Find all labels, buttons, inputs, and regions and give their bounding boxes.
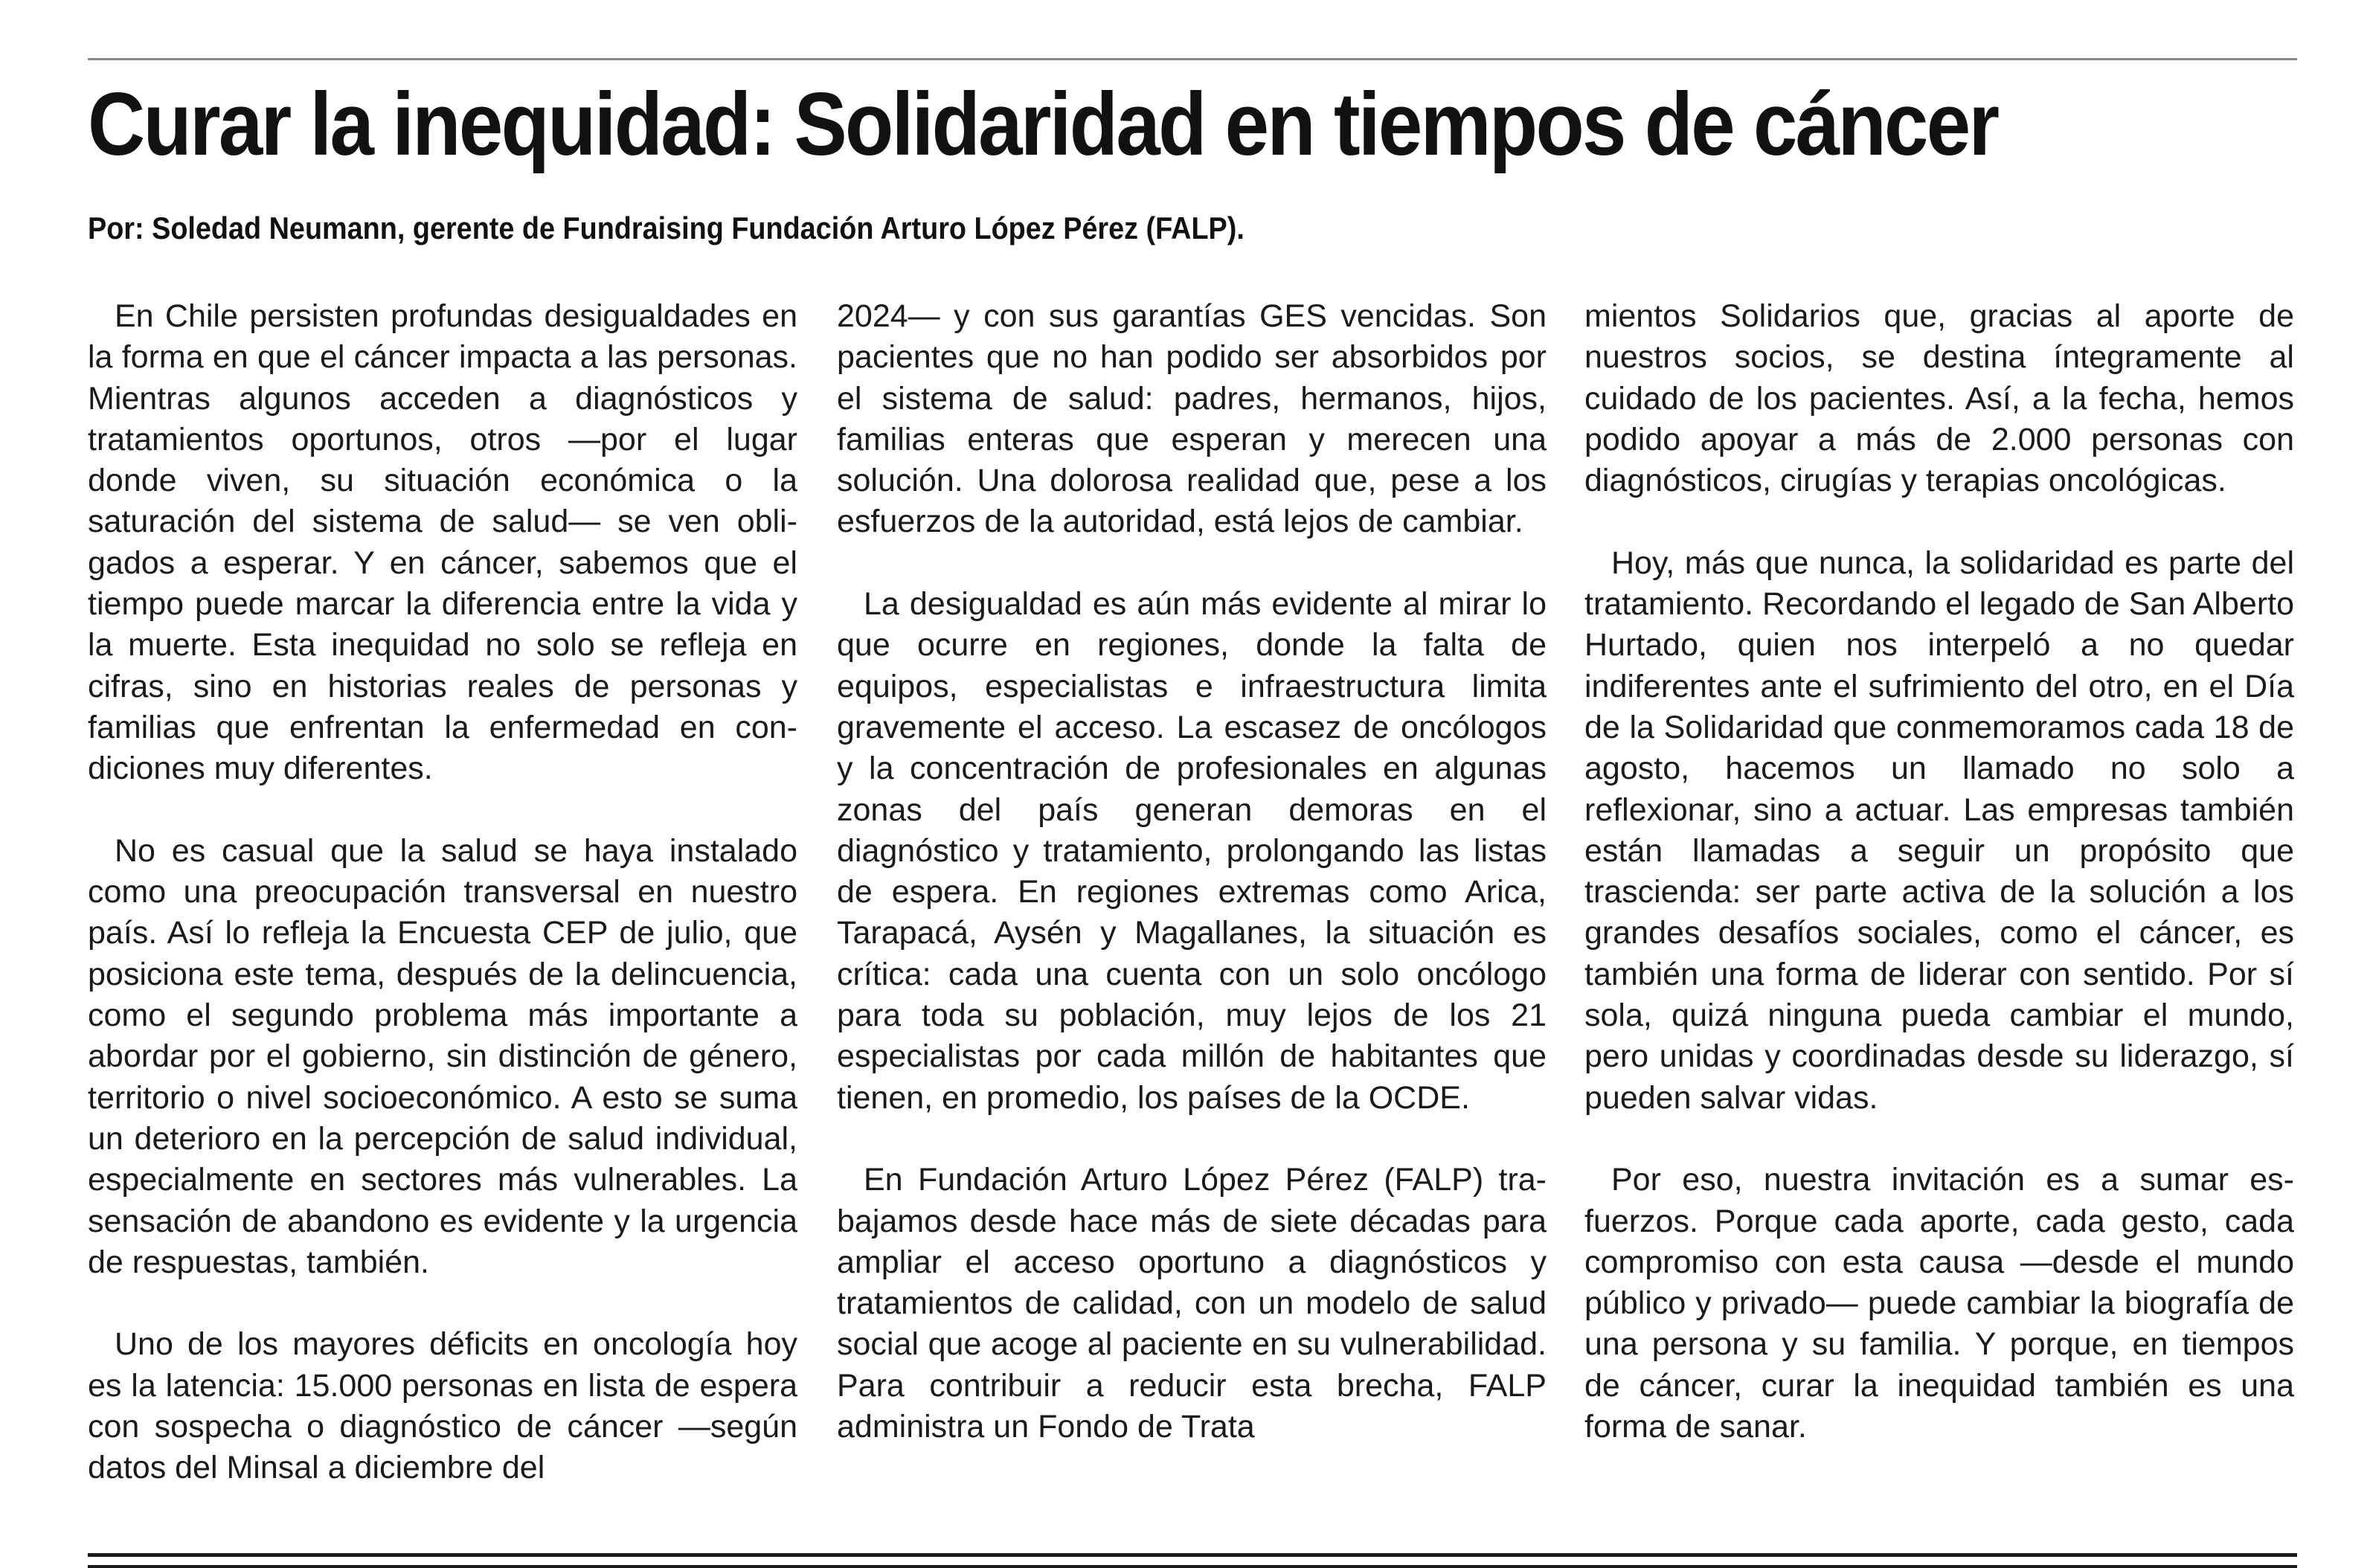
- top-divider: [88, 58, 2297, 60]
- paragraph-continuation: mientos Solidarios que, gracias al aporte de nuestros socios, se destina íntegramente al cuidado de los pacientes. Así, a la fecha, hemos podido apoyar a más de 2.000 personas con diagnósticos, cirugías y terapias oncológicas.: [1584, 298, 2294, 499]
- paragraph-continuation: 2024— y con sus garantías GES vencidas. Son pacientes que no han podido ser absorbidos por el sistema de salud: padres, hermanos, hijos, familias enteras que esperan y merecen una solución. Una dolorosa realidad que, pese a los esfuerzos de la autoridad, está lejos de cambiar.: [837, 298, 1547, 540]
- article-headline: Curar la inequidad: Solidaridad en tiempos de cáncer: [88, 74, 1998, 174]
- paragraph: Uno de los mayores déficits en oncología hoy es la latencia: 15.000 personas en lista de espera con sospecha o diagnóstico de cáncer —según datos del Minsal a diciembre del: [88, 1326, 797, 1486]
- newspaper-page: [88, 0, 2297, 1568]
- article-byline: Por: Soledad Neumann, gerente de Fundraising Fundación Arturo López Pérez (FALP).: [88, 211, 1245, 245]
- article-column-1: [88, 296, 797, 1489]
- bottom-divider: [88, 1553, 2297, 1557]
- article-column-3: [1584, 296, 2294, 1447]
- paragraph: En Fundación Arturo López Pérez (FALP) trabajamos desde hace más de siete décadas para ampliar el acceso oportuno a diagnósticos y tratamientos de calidad, con un modelo de salud social que acoge al paciente en su vulnerabilidad. Para contribuir a reducir esta brecha, FALP administra un Fondo de Trata: [837, 1162, 1547, 1445]
- article-column-2: [837, 296, 1547, 1447]
- paragraph: Por eso, nuestra invitación es a sumar esfuerzos. Porque cada aporte, cada gesto, cada compromiso con esta causa —desde el mundo público y privado— puede cambiar la biografía de una persona y su familia. Y porque, en tiempos de cáncer, curar la inequidad también es una forma de sanar.: [1584, 1162, 2294, 1445]
- paragraph: No es casual que la salud se haya instalado como una preocupación transversal en nuestro país. Así lo refleja la Encuesta CEP de julio, que posiciona este tema, después de la delincuencia, como el segundo problema más importante a abordar por el gobierno, sin distinción de género, territorio o nivel socioeconómico. A esto se suma un deterioro en la percepción de salud individual, especialmente en sectores más vulnerables. La sensación de abandono es evidente y la urgencia de respuestas, también.: [88, 832, 797, 1280]
- paragraph: La desigualdad es aún más evidente al mirar lo que ocurre en regiones, donde la falta de equipos, especialistas e infraestructura limita gravemente el acceso. La escasez de oncólogos y la concentración de profesionales en algunas zonas del país generan demoras en el diagnóstico y tratamiento, prolongando las listas de espera. En regiones extremas como Arica, Tarapacá, Aysén y Magallanes, la situación es crítica: cada una cuenta con un solo oncólogo para toda su población, muy lejos de los 21 especialistas por cada millón de habitantes que tienen, en promedio, los países de la OCDE.: [837, 586, 1547, 1116]
- bottom-divider-secondary: [88, 1565, 2297, 1568]
- paragraph: En Chile persisten profundas desigualdades en la forma en que el cáncer impacta a las personas. Mientras algunos acceden a diagnósticos y tratamientos oportunos, otros —por el lugar donde viven, su situación económica o la saturación del sistema de salud— se ven obligados a esperar. Y en cáncer, sabemos que el tiempo puede marcar la diferencia entre la vida y la muerte. Esta inequidad no solo se refleja en cifras, sino en historias reales de personas y familias que enfrentan la enfermedad en condiciones muy diferentes.: [88, 298, 797, 787]
- paragraph: Hoy, más que nunca, la solidaridad es parte del tratamiento. Recordando el legado de San Alberto Hurtado, quien nos interpeló a no quedar indiferentes ante el sufrimiento del otro, en el Día de la Solidaridad que conmemoramos cada 18 de agosto, hacemos un llamado no solo a reflexionar, sino a actuar. Las empresas también están llamadas a seguir un propósito que trascienda: ser parte activa de la solución a los grandes desafíos sociales, como el cáncer, es también una forma de liderar con sentido. Por sí sola, quizá ninguna pueda cambiar el mundo, pero unidas y coordinadas desde su liderazgo, sí pueden salvar vidas.: [1584, 544, 2294, 1116]
